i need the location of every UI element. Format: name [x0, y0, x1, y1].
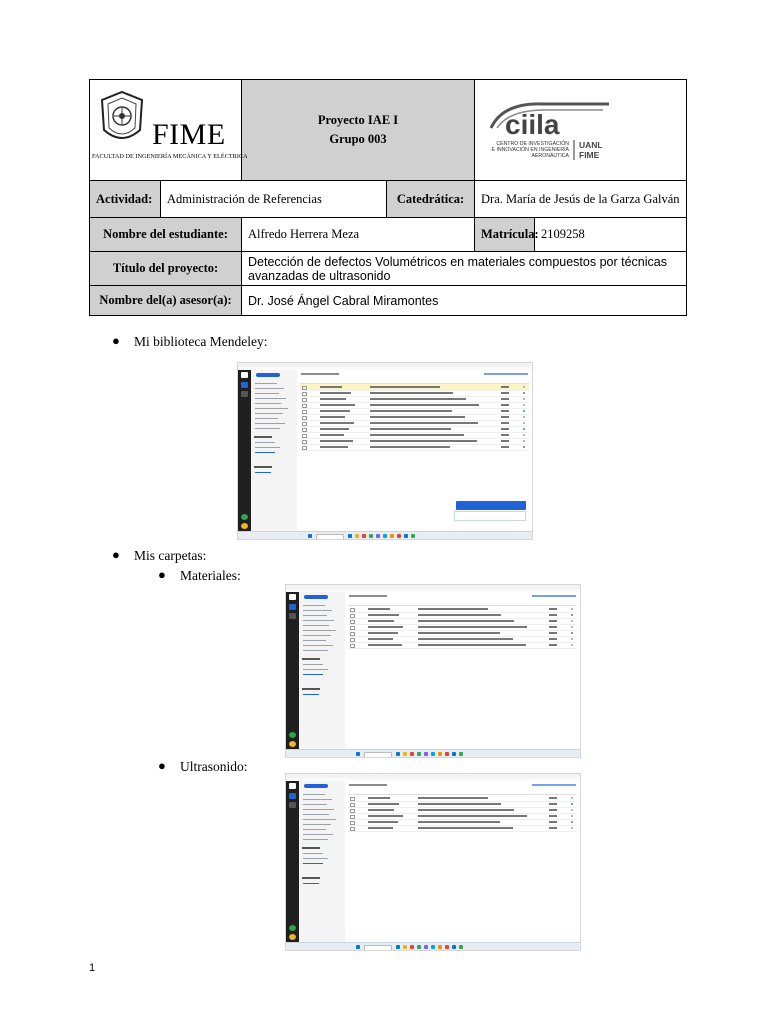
sidebar-item [255, 428, 280, 429]
fime-seal-icon [98, 90, 146, 148]
taskbar-app-icon [396, 752, 400, 756]
bullet-dot-icon: ● [112, 333, 120, 348]
row-checkbox [350, 827, 355, 831]
toolbar [532, 784, 576, 786]
sidebar [299, 781, 345, 943]
row-title [418, 815, 527, 816]
status-icon [571, 815, 574, 818]
row-title [370, 404, 479, 405]
bullet-carpetas: ● Mis carpetas: [112, 547, 207, 563]
row-authors [320, 428, 349, 429]
references-panel [345, 781, 580, 943]
taskbar-app-icon [452, 945, 456, 949]
taskbar-app-icon [445, 945, 449, 949]
row-title [418, 809, 514, 810]
sidebar-item [303, 625, 329, 626]
row-authors [368, 626, 403, 627]
row-authors [320, 392, 351, 393]
row-authors [320, 386, 342, 387]
taskbar-app-icon [355, 534, 359, 538]
row-added [501, 398, 509, 399]
row-authors [368, 803, 399, 804]
taskbar-app-icon [348, 534, 352, 538]
row-added [549, 809, 557, 810]
status-icon [523, 392, 526, 395]
row-authors [368, 632, 398, 633]
row-added [501, 446, 509, 447]
notebook-icon [289, 613, 296, 619]
asesor-value: Dr. José Ángel Cabral Miramontes [242, 286, 687, 316]
sidebar-item [255, 388, 284, 389]
notebook-icon [289, 802, 296, 808]
status-icon [523, 422, 526, 425]
sync-icon [289, 925, 296, 931]
row-added [501, 416, 509, 417]
status-icon [571, 638, 574, 641]
status-icon [571, 644, 574, 647]
collection-item [303, 853, 323, 854]
breadcrumb [349, 784, 387, 786]
taskbar-app-icon [397, 534, 401, 538]
catedratica-value: Dra. María de Jesús de la Garza Galván [475, 181, 687, 218]
ciila-logo [475, 80, 687, 181]
row-title [418, 614, 501, 615]
status-icon [523, 386, 526, 389]
windows-taskbar [238, 531, 532, 539]
row-added [549, 632, 557, 633]
collections-heading [302, 658, 320, 660]
row-authors [368, 815, 403, 816]
mendeley-materiales-screenshot [285, 584, 581, 758]
library-icon [241, 382, 248, 388]
row-title [418, 797, 488, 798]
bullet-ultrasonido: ● Ultrasonido: [158, 758, 248, 774]
status-icon [571, 632, 574, 635]
row-added [501, 404, 509, 405]
status-icon [523, 416, 526, 419]
row-authors [320, 422, 354, 423]
taskbar-app-icon [411, 534, 415, 538]
create-group-link [303, 883, 319, 884]
collection-item [255, 442, 275, 443]
mendeley-ultrasonido-screenshot [285, 773, 581, 951]
status-icon [523, 428, 526, 431]
windows-start-icon [308, 534, 312, 538]
taskbar-app-icon [424, 945, 428, 949]
add-reference-button [304, 595, 328, 599]
bullet-biblioteca: ● Mi biblioteca Mendeley: [112, 333, 268, 349]
row-added [501, 392, 509, 393]
row-title [418, 803, 501, 804]
mendeley-logo-icon [241, 372, 248, 378]
collection-item [303, 664, 323, 665]
sidebar-item [303, 635, 331, 636]
sync-icon [289, 732, 296, 738]
sidebar-item [255, 418, 278, 419]
row-authors [368, 614, 399, 615]
status-icon [571, 614, 574, 617]
status-icon [571, 620, 574, 623]
add-reference-button [304, 784, 328, 788]
row-authors [368, 608, 390, 609]
taskbar-app-icon [403, 752, 407, 756]
status-icon [523, 398, 526, 401]
taskbar-app-icon [438, 945, 442, 949]
sidebar-item [255, 383, 277, 384]
taskbar-app-icon [431, 752, 435, 756]
row-title [370, 392, 453, 393]
table-row [348, 642, 577, 649]
taskbar-app-icon [452, 752, 456, 756]
taskbar-app-icon [459, 752, 463, 756]
row-authors [320, 440, 353, 441]
sidebar-item [303, 839, 328, 840]
taskbar-app-icon [376, 534, 380, 538]
sidebar-item [303, 605, 325, 606]
matricula-value: 2109258 [535, 218, 687, 252]
row-authors [320, 416, 345, 417]
page-number: 1 [89, 962, 96, 974]
row-authors [368, 620, 394, 621]
row-authors [368, 644, 402, 645]
sidebar-item [303, 804, 327, 805]
row-title [418, 827, 513, 828]
actividad-label: Actividad: [90, 181, 161, 218]
sidebar-item [303, 615, 327, 616]
avatar-icon [289, 741, 296, 747]
sidebar-item [255, 423, 285, 424]
references-panel [345, 592, 580, 750]
row-added [501, 410, 509, 411]
row-added [501, 422, 509, 423]
collection-item [303, 863, 323, 864]
sidebar-item [303, 610, 332, 611]
sidebar-item [303, 645, 333, 646]
row-authors [320, 398, 346, 399]
sidebar [299, 592, 345, 750]
taskbar-app-icon [396, 945, 400, 949]
status-icon [571, 809, 574, 812]
collection-item [303, 858, 328, 859]
bullet-dot-icon: ● [158, 758, 166, 773]
bullet-dot-icon: ● [158, 567, 166, 582]
collection-item [255, 452, 275, 453]
sidebar-item [303, 834, 333, 835]
row-added [549, 644, 557, 645]
library-icon [289, 604, 296, 610]
breadcrumb [301, 373, 339, 375]
taskbar-app-icon [410, 752, 414, 756]
status-icon [571, 827, 574, 830]
status-icon [523, 404, 526, 407]
notification-toast [456, 501, 526, 510]
create-group-link [303, 694, 319, 695]
breadcrumb [349, 595, 387, 597]
notification-progress [454, 511, 526, 521]
sidebar-item [303, 640, 326, 641]
catedratica-label: Catedrática: [387, 181, 475, 218]
row-added [549, 827, 557, 828]
row-added [549, 608, 557, 609]
row-title [370, 386, 440, 387]
taskbar-app-icon [445, 752, 449, 756]
row-title [370, 410, 452, 411]
taskbar-app-icon [410, 945, 414, 949]
sidebar-item [255, 408, 288, 409]
status-icon [571, 626, 574, 629]
row-added [501, 386, 509, 387]
sidebar [251, 370, 297, 532]
taskbar-app-icon [403, 945, 407, 949]
row-title [370, 440, 477, 441]
fime-subtitle: FACULTAD DE INGENIERÍA MECÁNICA Y ELÉCTRICA [92, 153, 248, 160]
taskbar-app-icon [438, 752, 442, 756]
status-icon [523, 434, 526, 437]
actividad-value: Administración de Referencias [161, 181, 387, 218]
sidebar-item [303, 650, 328, 651]
project-group: Grupo 003 [329, 132, 387, 146]
collection-item [255, 447, 280, 448]
references-panel [297, 370, 532, 532]
status-icon [523, 446, 526, 449]
table-row [300, 444, 529, 451]
add-reference-button [256, 373, 280, 377]
sidebar-item [255, 393, 279, 394]
search-box [364, 752, 392, 758]
row-title [418, 608, 488, 609]
taskbar-app-icon [383, 534, 387, 538]
row-added [501, 440, 509, 441]
status-icon [571, 797, 574, 800]
taskbar-app-icon [431, 945, 435, 949]
create-group-link [255, 472, 271, 473]
row-authors [368, 821, 398, 822]
sidebar-item [303, 829, 326, 830]
windows-start-icon [356, 752, 360, 756]
app-rail [238, 370, 251, 532]
row-added [549, 620, 557, 621]
status-icon [523, 410, 526, 413]
estudiante-value: Alfredo Herrera Meza [242, 218, 475, 252]
row-added [549, 614, 557, 615]
row-authors [368, 827, 393, 828]
collection-item [303, 674, 323, 675]
row-authors [368, 638, 393, 639]
titulo-label: Título del proyecto: [90, 252, 242, 286]
row-title [370, 428, 451, 429]
row-title [418, 626, 527, 627]
asesor-label: Nombre del(a) asesor(a): [90, 286, 242, 316]
svg-text:CENTRO DE INVESTIGACIÓN: CENTRO DE INVESTIGACIÓN [496, 141, 569, 147]
row-title [370, 422, 478, 423]
mendeley-logo-icon [289, 594, 296, 600]
taskbar-app-icon [369, 534, 373, 538]
groups-heading [302, 877, 320, 879]
row-title [418, 644, 526, 645]
fime-logo [90, 80, 248, 181]
row-authors [320, 404, 355, 405]
svg-text:AERONÁUTICA: AERONÁUTICA [531, 153, 569, 159]
row-checkbox [350, 644, 355, 648]
toolbar [484, 373, 528, 375]
svg-text:E INNOVACIÓN EN INGENIERÍA: E INNOVACIÓN EN INGENIERÍA [491, 147, 569, 153]
row-title [418, 821, 500, 822]
toolbar [532, 595, 576, 597]
groups-heading [302, 688, 320, 690]
taskbar-app-icon [424, 752, 428, 756]
project-title-cell [242, 80, 475, 181]
ciila-logo-icon [483, 98, 623, 172]
bullet-dot-icon: ● [112, 547, 120, 562]
row-authors [320, 410, 350, 411]
taskbar-app-icon [417, 945, 421, 949]
search-box [364, 945, 392, 951]
notebook-icon [241, 391, 248, 397]
row-added [549, 821, 557, 822]
row-added [549, 626, 557, 627]
sidebar-item [255, 398, 286, 399]
sidebar-item [255, 403, 281, 404]
sync-icon [241, 514, 248, 520]
bullet-materiales: ● Materiales: [158, 567, 241, 583]
row-authors [368, 809, 394, 810]
row-title [418, 638, 513, 639]
row-added [549, 638, 557, 639]
taskbar-app-icon [390, 534, 394, 538]
sidebar-item [255, 413, 283, 414]
sidebar-item [303, 814, 329, 815]
mendeley-logo-icon [289, 783, 296, 789]
taskbar-app-icon [417, 752, 421, 756]
mendeley-library-screenshot [237, 362, 533, 540]
avatar-icon [241, 523, 248, 529]
sidebar-item [303, 819, 336, 820]
titulo-value: Detección de defectos Volumétricos en materiales compuestos por técnicas avanzadas de ultrasonido [242, 252, 687, 286]
status-icon [523, 440, 526, 443]
row-title [370, 398, 466, 399]
status-icon [571, 821, 574, 824]
collections-heading [254, 436, 272, 438]
windows-start-icon [356, 945, 360, 949]
groups-heading [254, 466, 272, 468]
matricula-label: Matrícula: [475, 218, 535, 252]
row-title [370, 416, 465, 417]
row-added [549, 803, 557, 804]
sidebar-item [303, 824, 331, 825]
app-rail [286, 592, 299, 750]
sidebar-item [303, 630, 336, 631]
ciila-wordmark: ciila [505, 109, 560, 140]
collection-item [303, 669, 328, 670]
row-added [501, 428, 509, 429]
row-added [549, 815, 557, 816]
sidebar-item [303, 809, 334, 810]
row-checkbox [302, 446, 307, 450]
estudiante-label: Nombre del estudiante: [90, 218, 242, 252]
row-added [501, 434, 509, 435]
table-row [348, 825, 577, 832]
collections-heading [302, 847, 320, 849]
sidebar-item [303, 620, 334, 621]
status-icon [571, 608, 574, 611]
taskbar-app-icon [404, 534, 408, 538]
sidebar-item [303, 794, 325, 795]
header-table [89, 79, 687, 316]
row-title [418, 620, 514, 621]
taskbar-app-icon [459, 945, 463, 949]
search-box [316, 534, 344, 540]
row-authors [320, 446, 348, 447]
app-rail [286, 781, 299, 943]
svg-text:UANL: UANL [579, 140, 603, 150]
row-authors [368, 797, 390, 798]
row-title [370, 434, 464, 435]
sidebar-item [303, 799, 332, 800]
row-title [370, 446, 450, 447]
row-authors [320, 434, 344, 435]
library-icon [289, 793, 296, 799]
project-title: Proyecto IAE I [317, 113, 399, 127]
windows-taskbar [286, 942, 580, 950]
row-added [549, 797, 557, 798]
windows-taskbar [286, 749, 580, 757]
svg-text:FIME: FIME [579, 150, 600, 160]
row-title [418, 632, 500, 633]
status-icon [571, 803, 574, 806]
avatar-icon [289, 934, 296, 940]
fime-wordmark: FIME [152, 118, 226, 151]
taskbar-app-icon [362, 534, 366, 538]
